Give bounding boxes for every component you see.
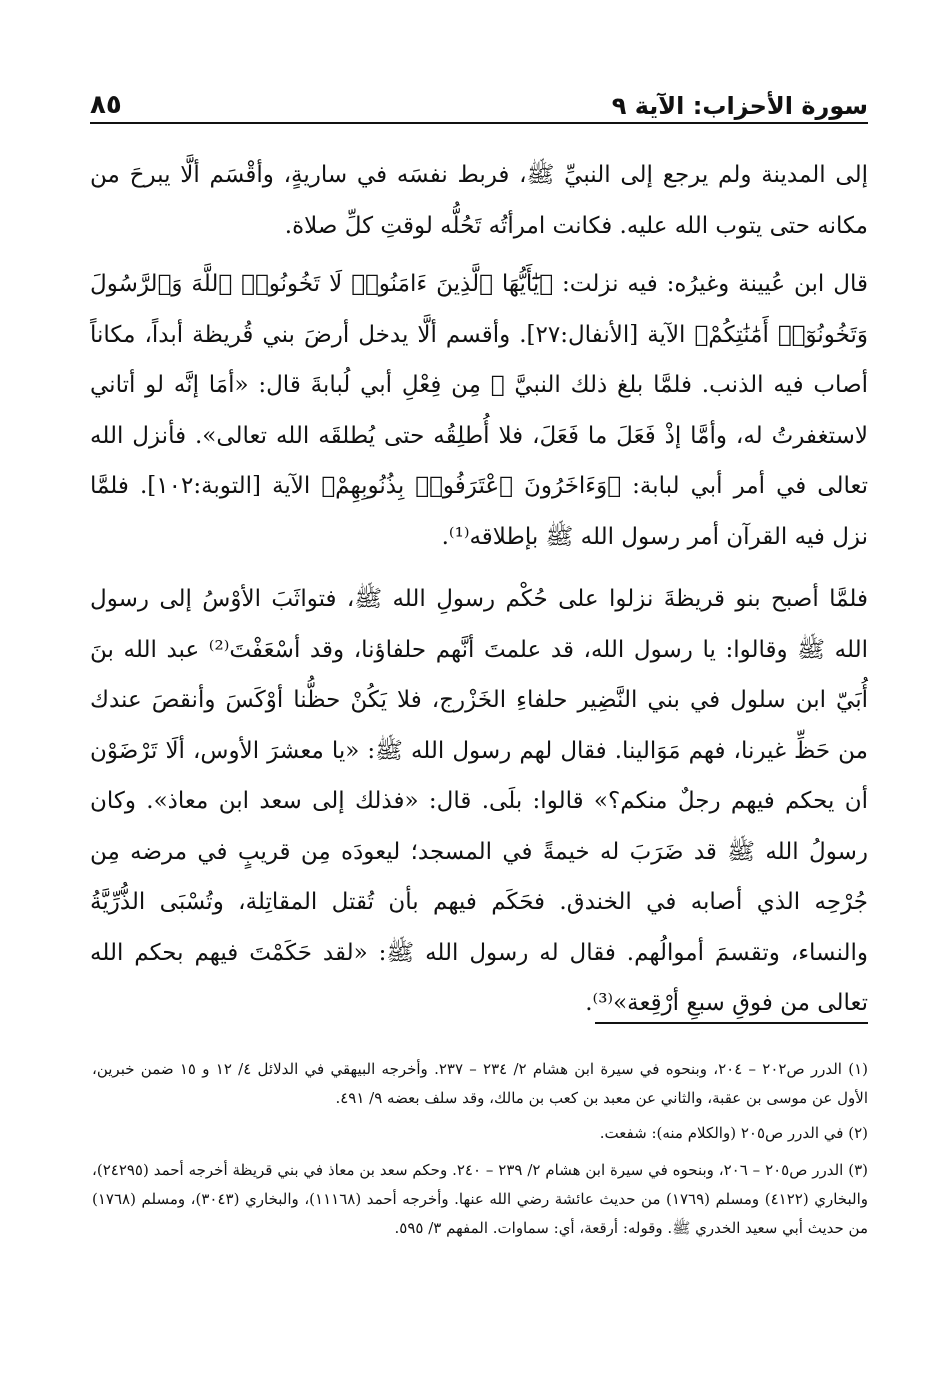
footnote: (١) الدرر ص٢٠٢ – ٢٠٤، وبنحوه في سيرة ابن هشام ٢/ ٢٣٤ – ٢٣٧. وأخرجه البيهقي في الدلائل ٤/ ١٢ و ١٥ ضمن خبرين، الأول عن موسى بن عقبة، والثاني عن معبد بن كعب بن مالك، وقد سلف بعضه ٩/ ٤٩١. xyxy=(92,1060,869,1107)
footnote-divider xyxy=(595,1022,868,1024)
main-text xyxy=(90,150,868,1029)
footnote: (٢) في الدرر ص٢٠٥ (والكلام منه): شفعت. xyxy=(599,1124,868,1142)
footnote: (٣) الدرر ص٢٠٥ – ٢٠٦، وبنحوه في سيرة ابن هشام ٢/ ٢٣٩ – ٢٤٠. وحكم سعد بن معاذ في بني قريظة أخرجه أحمد (٢٤٢٩٥)، والبخاري (٤١٢٢) ومسلم (١٧٦٩) من حديث عائشة رضي الله عنها. وأخرجه أحمد (١١١٦٨)، والبخاري (٣٠٤٣)، ومسلم (١٧٦٨) من حديث أبي سعيد الخدري ﷺ. وقوله: أرقعة، أي: سماوات. المفهم ٣/ ٥٩٥. xyxy=(92,1161,868,1237)
chapter-title: سورة الأحزاب: الآية ٩ xyxy=(611,92,868,120)
paragraph: فلمَّا أصبح بنو قريظةَ نزلوا على حُكْم رسولِ الله ﷺ، فتواثَبَ الأوْسُ إلى رسول الله ﷺ وقالوا: يا رسول الله، قد علمتَ أنَّهم حلفاؤنا، وقد أسْعَفْتَ⁽²⁾ عبد الله بنَ أُبَيّ ابن سلول في بني النَّضِير حلفاءِ الخَزْرج، فلا يَكُنْ حظُّنا أوْكَسَ وأنقصَ عندك من حَظِّ غيرنا، فهم مَوَالينا. فقال لهم رسول الله ﷺ: «يا معشرَ الأوس، ألَا تَرْضَوْن أن يحكم فيهم رجلٌ منكم؟» قالوا: بلَى. قال: «فذلك إلى سعد ابن معاذ». وكان رسولُ الله ﷺ قد ضَرَبَ له خيمةً في المسجد؛ ليعودَه مِن قريبٍ في مرضه مِن جُرْحِه الذي أصابه في الخندق. فحَكَم فيهم بأن تُقتل المقاتِلة، وتُسْبَى الذُّرِّيَّةُ والنساء، وتقسمَ أموالُهم. فقال له رسول الله ﷺ: «لقد حَكَمْتَ فيهم بحكم الله تعالى من فوقِ سبعِ أرْقِعة»⁽³⁾. xyxy=(90,586,868,1016)
header-divider xyxy=(90,122,868,124)
page-number: ٨٥ xyxy=(90,90,122,120)
running-header xyxy=(90,78,868,120)
paragraph: إلى المدينة ولم يرجع إلى النبيِّ ﷺ، فربط نفسَه في ساريةٍ، وأقْسَم ألَّا يبرحَ من مكانه حتى يتوب الله عليه. فكانت امرأتُه تَحُلُّه لوقتِ كلِّ صلاة. xyxy=(90,162,868,239)
footnotes xyxy=(92,1055,868,1249)
paragraph: قال ابن عُيينة وغيرُه: فيه نزلت: ﴿يَٰٓأَيُّهَا ٱلَّذِينَ ءَامَنُوا۟ لَا تَخُونُوا۟ ٱللَّهَ وَٱلرَّسُولَ وَتَخُونُوٓا۟ أَمَٰنَٰتِكُمْ﴾ الآية [الأنفال:٢٧]. وأقسم ألَّا يدخل أرضَ بني قُريظة أبداً، مكاناً أصاب فيه الذنب. فلمَّا بلغ ذلك النبيَّ ﷺ مِن فِعْلِ أبي لُبابةَ قال: «أمَا إنَّه لو أتاني لاستغفرتُ له، وأمَّا إذْ فَعَلَ ما فَعَلَ، فلا أُطلِقُه حتى يُطلقَه الله تعالى». فأنزل الله تعالى في أمر أبي لبابة: ﴿وَءَاخَرُونَ ٱعْتَرَفُوا۟ بِذُنُوبِهِمْ﴾ الآية [التوبة:١٠٢]. فلمَّا نزل فيه القرآن أمر رسول الله ﷺ بإطلاقه⁽¹⁾. xyxy=(90,271,868,550)
